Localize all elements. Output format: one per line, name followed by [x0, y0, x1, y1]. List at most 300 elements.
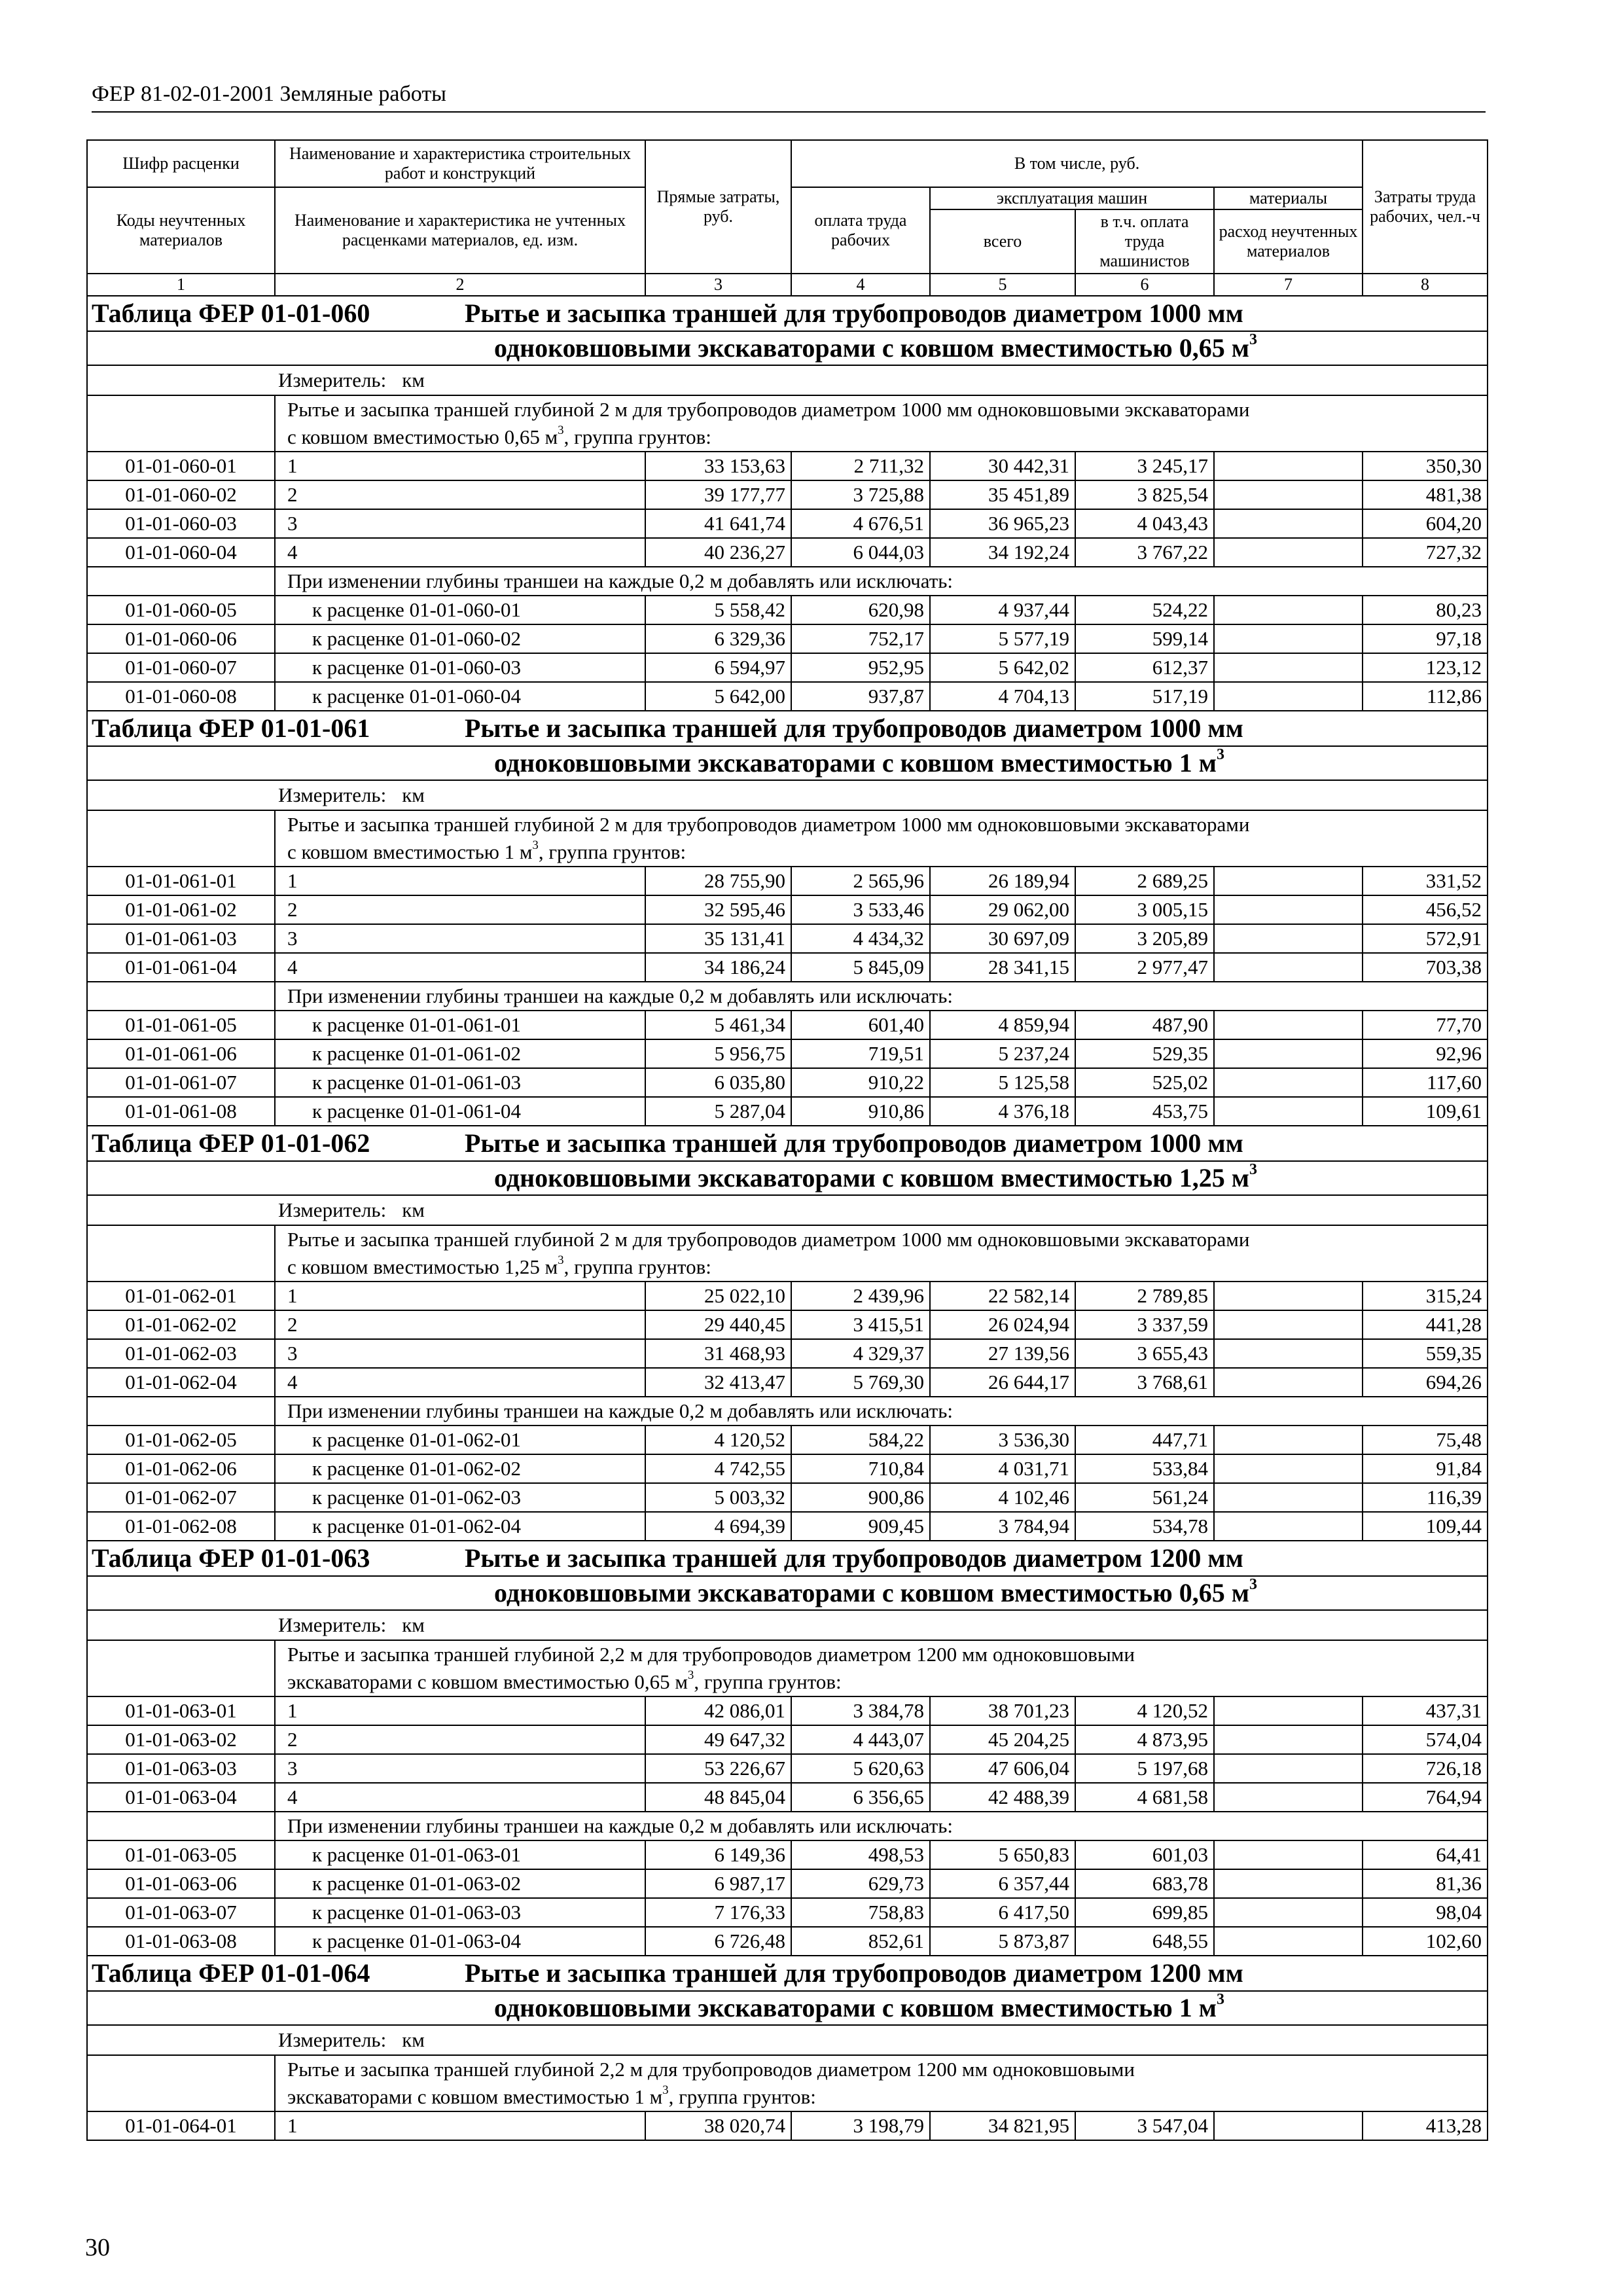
table-title-line2-row: [87, 746, 1488, 780]
machinists-pay: 3 768,61: [1075, 1368, 1214, 1397]
rate-name: 2: [275, 895, 645, 924]
rate-code: 01-01-060-05: [87, 596, 275, 624]
machines-total: 3 784,94: [930, 1512, 1075, 1541]
blank-cell: [87, 1397, 275, 1426]
measure-row: [87, 365, 1488, 395]
description-text: с ковшом вместимостью 1,25 м: [287, 1255, 558, 1278]
blank-cell: [87, 1812, 275, 1840]
superscript: 3: [662, 2083, 669, 2097]
materials-consumption: [1214, 1011, 1363, 1039]
measure-row: [87, 1610, 1488, 1640]
machinists-pay: 3 005,15: [1075, 895, 1214, 924]
machines-total: 35 451,89: [930, 480, 1075, 509]
materials-consumption: [1214, 953, 1363, 982]
machinists-pay: 3 205,89: [1075, 924, 1214, 953]
rate-code: 01-01-061-06: [87, 1039, 275, 1068]
labor-hours: 109,44: [1363, 1512, 1488, 1541]
description-row: [87, 2083, 1488, 2111]
materials-consumption: [1214, 682, 1363, 711]
labor-pay: 6 044,03: [791, 538, 930, 567]
table-title-text: одноковшовыми экскаваторами с ковшом вместимостью 1 м: [494, 1993, 1217, 2022]
table-row: [87, 596, 1488, 624]
description-row: [87, 810, 1488, 838]
rate-name: к расценке 01-01-063-02: [275, 1869, 645, 1898]
materials-consumption: [1214, 1339, 1363, 1368]
materials-consumption: [1214, 924, 1363, 953]
direct-costs: 6 329,36: [645, 624, 791, 653]
rate-code: 01-01-061-07: [87, 1068, 275, 1097]
rate-name: к расценке 01-01-062-02: [275, 1454, 645, 1483]
column-number: 3: [645, 274, 791, 296]
table-title-line1: Рытье и засыпка траншей для трубопроводов диаметром 1200 мм: [465, 1958, 1243, 1988]
machinists-pay: 5 197,68: [1075, 1754, 1214, 1783]
column-number: 6: [1075, 274, 1214, 296]
table-row: [87, 1368, 1488, 1397]
description-line2: [275, 838, 1488, 867]
materials-consumption: [1214, 1725, 1363, 1754]
direct-costs: 5 558,42: [645, 596, 791, 624]
materials-consumption: [1214, 2111, 1363, 2140]
table-title-line2-row: [87, 1576, 1488, 1610]
blank-cell: [87, 567, 275, 596]
machines-total: 4 937,44: [930, 596, 1075, 624]
column-numbers: [87, 274, 1488, 296]
superscript: 3: [532, 838, 539, 852]
rate-code: 01-01-063-02: [87, 1725, 275, 1754]
materials-consumption: [1214, 1483, 1363, 1512]
rate-name: 1: [275, 452, 645, 480]
description-line1: Рытье и засыпка траншей глубиной 2 м для трубопроводов диаметром 1000 мм одноковшовыми экскаваторами: [275, 1225, 1488, 1253]
table-row: [87, 1696, 1488, 1725]
description-row: [87, 423, 1488, 452]
description-row: [87, 838, 1488, 867]
blank-cell: [87, 2083, 275, 2111]
table-title-text: одноковшовыми экскаваторами с ковшом вместимостью 0,65 м: [494, 1578, 1249, 1607]
table-row: [87, 1454, 1488, 1483]
col2-header-bottom: Наименование и характеристика не учтенных расценками материалов, ед. изм.: [275, 187, 645, 274]
labor-pay: 937,87: [791, 682, 930, 711]
table-name: [87, 296, 1488, 331]
direct-costs: 34 186,24: [645, 953, 791, 982]
measure-unit: км: [402, 2028, 425, 2051]
measure-label: Измеритель:: [278, 783, 387, 806]
machines-total: 4 031,71: [930, 1454, 1075, 1483]
rate-name: к расценке 01-01-061-02: [275, 1039, 645, 1068]
direct-costs: 5 287,04: [645, 1097, 791, 1126]
rate-code: 01-01-061-04: [87, 953, 275, 982]
table-title: [87, 711, 1488, 746]
direct-costs: 29 440,45: [645, 1310, 791, 1339]
col8-header: Затраты труда рабочих, чел.-ч: [1363, 140, 1488, 274]
table-title-text: одноковшовыми экскаваторами с ковшом вместимостью 0,65 м: [494, 333, 1249, 363]
table-body: [87, 296, 1488, 2140]
superscript: 3: [558, 1253, 564, 1267]
table-name-text: Таблица ФЕР 01-01-061: [92, 713, 370, 743]
rate-name: 4: [275, 1783, 645, 1812]
column-number: 7: [1214, 274, 1363, 296]
rate-code: 01-01-062-06: [87, 1454, 275, 1483]
rate-name: 4: [275, 1368, 645, 1397]
machinists-pay: 533,84: [1075, 1454, 1214, 1483]
labor-hours: 703,38: [1363, 953, 1488, 982]
change-note: При изменении глубины траншеи на каждые 0,2 м добавлять или исключать:: [275, 1397, 1488, 1426]
labor-pay: 629,73: [791, 1869, 930, 1898]
labor-hours: 456,52: [1363, 895, 1488, 924]
labor-pay: 910,86: [791, 1097, 930, 1126]
measure-row: [87, 2025, 1488, 2055]
machinists-pay: 3 767,22: [1075, 538, 1214, 567]
description-line1: Рытье и засыпка траншей глубиной 2 м для трубопроводов диаметром 1000 мм одноковшовыми экскаваторами: [275, 395, 1488, 423]
description-text: экскаваторами с ковшом вместимостью 1 м: [287, 2085, 663, 2108]
table-title-line1: Рытье и засыпка траншей для трубопроводов диаметром 1000 мм: [465, 713, 1243, 743]
description-text: с ковшом вместимостью 0,65 м: [287, 425, 558, 448]
blank-cell: [87, 1640, 275, 1668]
direct-costs: 39 177,77: [645, 480, 791, 509]
rate-code: 01-01-060-03: [87, 509, 275, 538]
table-row: [87, 924, 1488, 953]
rate-name: 1: [275, 1282, 645, 1310]
table-name-text: Таблица ФЕР 01-01-062: [92, 1128, 370, 1158]
table-row: [87, 1754, 1488, 1783]
rate-code: 01-01-060-08: [87, 682, 275, 711]
machinists-pay: 601,03: [1075, 1840, 1214, 1869]
rate-code: 01-01-061-05: [87, 1011, 275, 1039]
machines-header: эксплуатация машин: [930, 187, 1214, 209]
labor-pay: 752,17: [791, 624, 930, 653]
measure: [87, 2025, 1488, 2055]
machines-total: 38 701,23: [930, 1696, 1075, 1725]
col3-header: Прямые затраты, руб.: [645, 140, 791, 274]
materials-consumption: [1214, 1068, 1363, 1097]
table-name: [87, 711, 1488, 746]
labor-hours: 441,28: [1363, 1310, 1488, 1339]
table-row: [87, 867, 1488, 895]
labor-pay: 601,40: [791, 1011, 930, 1039]
rate-name: к расценке 01-01-062-01: [275, 1426, 645, 1454]
table-row: [87, 538, 1488, 567]
column-number: 2: [275, 274, 645, 296]
rate-code: 01-01-061-08: [87, 1097, 275, 1126]
change-note-row: [87, 567, 1488, 596]
machinists-pay: 3 245,17: [1075, 452, 1214, 480]
measure-label: Измеритель:: [278, 2028, 387, 2051]
machines-total: 26 644,17: [930, 1368, 1075, 1397]
machinists-pay: 453,75: [1075, 1097, 1214, 1126]
machines-total: 4 859,94: [930, 1011, 1075, 1039]
labor-hours: 112,86: [1363, 682, 1488, 711]
machinists-pay: 699,85: [1075, 1898, 1214, 1927]
labor-hours: 109,61: [1363, 1097, 1488, 1126]
col7-header: расход неучтенных материалов: [1214, 209, 1363, 274]
rate-name: к расценке 01-01-061-01: [275, 1011, 645, 1039]
materials-consumption: [1214, 1927, 1363, 1956]
labor-pay: 758,83: [791, 1898, 930, 1927]
table-row: [87, 1927, 1488, 1956]
machinists-pay: 529,35: [1075, 1039, 1214, 1068]
machinists-pay: 4 043,43: [1075, 509, 1214, 538]
rate-name: к расценке 01-01-061-04: [275, 1097, 645, 1126]
superscript: 3: [1216, 1991, 1224, 2008]
labor-pay: 3 533,46: [791, 895, 930, 924]
rate-name: к расценке 01-01-063-03: [275, 1898, 645, 1927]
rate-code: 01-01-062-04: [87, 1368, 275, 1397]
labor-pay: 3 384,78: [791, 1696, 930, 1725]
labor-hours: 413,28: [1363, 2111, 1488, 2140]
table-row: [87, 653, 1488, 682]
description-line1: Рытье и засыпка траншей глубиной 2,2 м для трубопроводов диаметром 1200 мм одноковшовыми: [275, 2055, 1488, 2083]
labor-pay: 2 711,32: [791, 452, 930, 480]
rate-code: 01-01-061-03: [87, 924, 275, 953]
rate-name: к расценке 01-01-062-03: [275, 1483, 645, 1512]
page-number: 30: [85, 2234, 110, 2261]
measure: [87, 780, 1488, 810]
machines-total: 28 341,15: [930, 953, 1075, 982]
table-row: [87, 1282, 1488, 1310]
labor-pay: 910,22: [791, 1068, 930, 1097]
page-header: ФЕР 81-02-01-2001 Земляные работы: [92, 77, 1486, 113]
table-title-line2-row: [87, 331, 1488, 365]
table-row: [87, 953, 1488, 982]
superscript: 3: [558, 423, 564, 437]
machines-total: 47 606,04: [930, 1754, 1075, 1783]
rate-name: 3: [275, 509, 645, 538]
labor-hours: 102,60: [1363, 1927, 1488, 1956]
labor-hours: 117,60: [1363, 1068, 1488, 1097]
materials-consumption: [1214, 1512, 1363, 1541]
machinists-pay: 4 120,52: [1075, 1696, 1214, 1725]
table-row: [87, 480, 1488, 509]
change-note: При изменении глубины траншеи на каждые 0,2 м добавлять или исключать:: [275, 567, 1488, 596]
measure-unit: км: [402, 368, 425, 391]
table-title: [87, 1541, 1488, 1576]
rate-name: к расценке 01-01-060-03: [275, 653, 645, 682]
direct-costs: 4 742,55: [645, 1454, 791, 1483]
direct-costs: 7 176,33: [645, 1898, 791, 1927]
machinists-pay: 4 873,95: [1075, 1725, 1214, 1754]
table-title: [87, 1126, 1488, 1161]
description-line2: [275, 2083, 1488, 2111]
table-row: [87, 1512, 1488, 1541]
blank-cell: [87, 1225, 275, 1253]
labor-hours: 92,96: [1363, 1039, 1488, 1068]
blank-cell: [87, 395, 275, 423]
table-row: [87, 1068, 1488, 1097]
labor-hours: 98,04: [1363, 1898, 1488, 1927]
labor-hours: 727,32: [1363, 538, 1488, 567]
machines-total: 30 442,31: [930, 452, 1075, 480]
machinists-pay: 3 547,04: [1075, 2111, 1214, 2140]
machines-total: 34 821,95: [930, 2111, 1075, 2140]
column-number: 5: [930, 274, 1075, 296]
materials-consumption: [1214, 1898, 1363, 1927]
labor-pay: 620,98: [791, 596, 930, 624]
labor-pay: 719,51: [791, 1039, 930, 1068]
rate-name: 3: [275, 924, 645, 953]
table-title-text: одноковшовыми экскаваторами с ковшом вместимостью 1 м: [494, 748, 1217, 778]
machinists-pay: 683,78: [1075, 1869, 1214, 1898]
measure-unit: км: [402, 783, 425, 806]
materials-consumption: [1214, 1282, 1363, 1310]
rate-code: 01-01-062-01: [87, 1282, 275, 1310]
machines-total: 5 237,24: [930, 1039, 1075, 1068]
materials-consumption: [1214, 452, 1363, 480]
description-end: , группа грунтов:: [538, 840, 687, 863]
materials-consumption: [1214, 509, 1363, 538]
description-end: , группа грунтов:: [694, 1670, 842, 1693]
machines-total: 26 024,94: [930, 1310, 1075, 1339]
superscript: 3: [688, 1668, 694, 1682]
materials-consumption: [1214, 1039, 1363, 1068]
measure-label: Измеритель:: [278, 1613, 387, 1636]
machinists-pay: 4 681,58: [1075, 1783, 1214, 1812]
table-header: [87, 140, 1488, 296]
rate-name: 3: [275, 1754, 645, 1783]
description-row: [87, 2055, 1488, 2083]
machinists-pay: 487,90: [1075, 1011, 1214, 1039]
rate-name: к расценке 01-01-063-04: [275, 1927, 645, 1956]
machinists-pay: 3 337,59: [1075, 1310, 1214, 1339]
column-number: 4: [791, 274, 930, 296]
machinists-pay: 2 977,47: [1075, 953, 1214, 982]
labor-hours: 437,31: [1363, 1696, 1488, 1725]
table-title-line1: Рытье и засыпка траншей для трубопроводов диаметром 1000 мм: [465, 298, 1243, 328]
direct-costs: 5 642,00: [645, 682, 791, 711]
labor-pay: 852,61: [791, 1927, 930, 1956]
machines-total: 26 189,94: [930, 867, 1075, 895]
direct-costs: 6 594,97: [645, 653, 791, 682]
machinists-pay: 3 825,54: [1075, 480, 1214, 509]
rate-name: 4: [275, 953, 645, 982]
machines-total: 45 204,25: [930, 1725, 1075, 1754]
direct-costs: 42 086,01: [645, 1696, 791, 1725]
measure-label: Измеритель:: [278, 1198, 387, 1221]
machines-total: 4 704,13: [930, 682, 1075, 711]
labor-pay: 4 434,32: [791, 924, 930, 953]
labor-pay: 900,86: [791, 1483, 930, 1512]
materials-consumption: [1214, 867, 1363, 895]
table-row: [87, 1783, 1488, 1812]
machinists-pay: 517,19: [1075, 682, 1214, 711]
col4-header: оплата труда рабочих: [791, 187, 930, 274]
labor-hours: 694,26: [1363, 1368, 1488, 1397]
machinists-pay: 612,37: [1075, 653, 1214, 682]
table-name: [87, 1956, 1488, 1991]
direct-costs: 6 726,48: [645, 1927, 791, 1956]
rate-code: 01-01-062-07: [87, 1483, 275, 1512]
machines-total: 3 536,30: [930, 1426, 1075, 1454]
materials-consumption: [1214, 653, 1363, 682]
col1-header-top: Шифр расценки: [87, 140, 275, 187]
table-row: [87, 1310, 1488, 1339]
machines-total: 5 873,87: [930, 1927, 1075, 1956]
rate-name: к расценке 01-01-060-04: [275, 682, 645, 711]
rate-name: 2: [275, 1310, 645, 1339]
materials-consumption: [1214, 1368, 1363, 1397]
labor-pay: 584,22: [791, 1426, 930, 1454]
description-end: , группа грунтов:: [668, 2085, 816, 2108]
table-title-line2: [87, 1161, 1488, 1195]
labor-hours: 91,84: [1363, 1454, 1488, 1483]
materials-consumption: [1214, 1426, 1363, 1454]
machinists-pay: 524,22: [1075, 596, 1214, 624]
labor-hours: 331,52: [1363, 867, 1488, 895]
materials-consumption: [1214, 596, 1363, 624]
direct-costs: 5 461,34: [645, 1011, 791, 1039]
rate-name: 2: [275, 480, 645, 509]
direct-costs: 5 003,32: [645, 1483, 791, 1512]
direct-costs: 28 755,90: [645, 867, 791, 895]
machines-total: 22 582,14: [930, 1282, 1075, 1310]
materials-consumption: [1214, 624, 1363, 653]
table-title-line2: [87, 331, 1488, 365]
machines-total: 34 192,24: [930, 538, 1075, 567]
rate-code: 01-01-063-04: [87, 1783, 275, 1812]
machines-total: 5 125,58: [930, 1068, 1075, 1097]
blank-cell: [87, 2055, 275, 2083]
direct-costs: 33 153,63: [645, 452, 791, 480]
machines-total: 4 102,46: [930, 1483, 1075, 1512]
labor-hours: 97,18: [1363, 624, 1488, 653]
table-row: [87, 1725, 1488, 1754]
direct-costs: 32 595,46: [645, 895, 791, 924]
change-note: При изменении глубины траншеи на каждые 0,2 м добавлять или исключать:: [275, 1812, 1488, 1840]
machines-total: 42 488,39: [930, 1783, 1075, 1812]
machines-total: 29 062,00: [930, 895, 1075, 924]
machinists-pay: 534,78: [1075, 1512, 1214, 1541]
rate-code: 01-01-062-02: [87, 1310, 275, 1339]
direct-costs: 4 120,52: [645, 1426, 791, 1454]
superscript: 3: [1249, 1576, 1257, 1593]
labor-hours: 572,91: [1363, 924, 1488, 953]
table-row: [87, 1840, 1488, 1869]
column-number: 8: [1363, 274, 1488, 296]
labor-hours: 559,35: [1363, 1339, 1488, 1368]
labor-hours: 764,94: [1363, 1783, 1488, 1812]
column-number: 1: [87, 274, 275, 296]
labor-pay: 5 845,09: [791, 953, 930, 982]
rate-code: 01-01-062-08: [87, 1512, 275, 1541]
labor-pay: 4 443,07: [791, 1725, 930, 1754]
machines-total: 5 642,02: [930, 653, 1075, 682]
measure: [87, 1195, 1488, 1225]
materials-consumption: [1214, 1869, 1363, 1898]
change-note: При изменении глубины траншеи на каждые 0,2 м добавлять или исключать:: [275, 982, 1488, 1011]
table-name: [87, 1541, 1488, 1576]
labor-pay: 4 676,51: [791, 509, 930, 538]
description-line1: Рытье и засыпка траншей глубиной 2 м для трубопроводов диаметром 1000 мм одноковшовыми экскаваторами: [275, 810, 1488, 838]
description-row: [87, 395, 1488, 423]
direct-costs: 25 022,10: [645, 1282, 791, 1310]
rate-code: 01-01-063-08: [87, 1927, 275, 1956]
machines-total: 4 376,18: [930, 1097, 1075, 1126]
rate-code: 01-01-062-05: [87, 1426, 275, 1454]
table-title-line1: Рытье и засыпка траншей для трубопроводов диаметром 1000 мм: [465, 1128, 1243, 1158]
table-row: [87, 1426, 1488, 1454]
machinists-pay: 599,14: [1075, 624, 1214, 653]
direct-costs: 38 020,74: [645, 2111, 791, 2140]
labor-pay: 6 356,65: [791, 1783, 930, 1812]
labor-hours: 116,39: [1363, 1483, 1488, 1512]
labor-hours: 604,20: [1363, 509, 1488, 538]
rate-code: 01-01-060-04: [87, 538, 275, 567]
rate-code: 01-01-061-01: [87, 867, 275, 895]
superscript: 3: [1216, 746, 1224, 763]
col2-header-top: Наименование и характеристика строительных работ и конструкций: [275, 140, 645, 187]
price-table: [86, 139, 1488, 2141]
machines-total: 27 139,56: [930, 1339, 1075, 1368]
table-row: [87, 509, 1488, 538]
table-title: [87, 296, 1488, 331]
